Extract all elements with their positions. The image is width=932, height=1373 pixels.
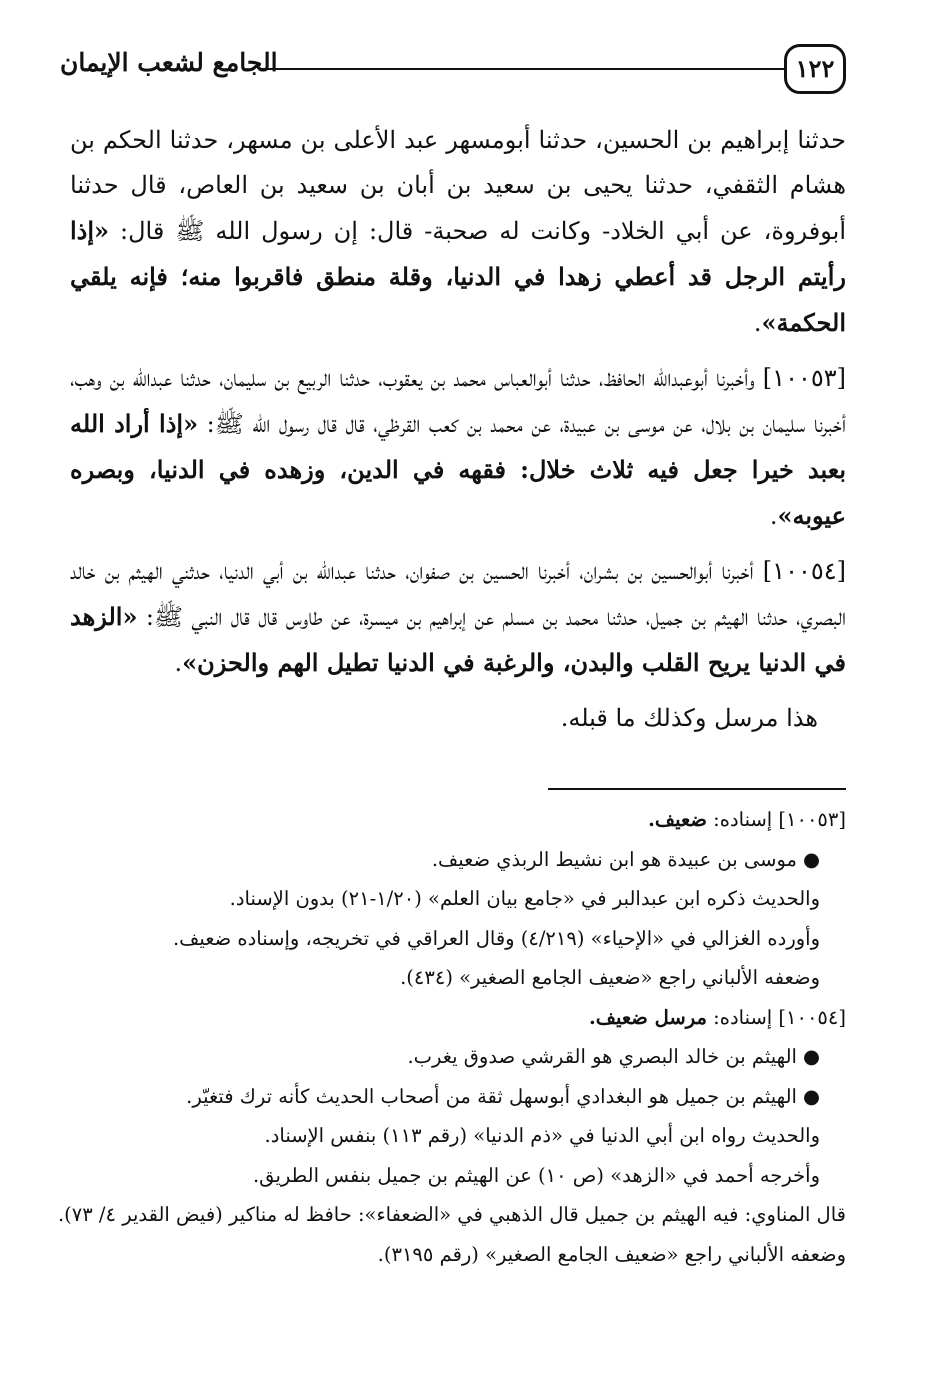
bullet-icon: ● bbox=[802, 1045, 820, 1068]
page-number: ١٢٢ bbox=[784, 44, 846, 94]
punctuation: . bbox=[753, 309, 762, 337]
bullet-icon: ● bbox=[802, 847, 820, 871]
footnote-text: الهيثم بن جميل هو البغدادي أبوسهل ثقة من أصحاب الحديث كأنه ترك فتغيّر. bbox=[186, 1084, 797, 1108]
footnote-text: موسى بن عبيدة هو ابن نشيط الربذي ضعيف. bbox=[431, 847, 797, 871]
isnad-text: [١٠٠٥٤] أخبرنا أبوالحسين بن بشران، أخبرنا الحسين بن صفوان، حدثنا عبدالله بن أبي الدنيا، حدثني الهيثم بن خالد البصري، حدثنا الهيثم بن جميل، حدثنا محمد بن مسلم عن إبراهيم بن ميسرة، عن طاوس قال قال النبي ﷺ: bbox=[70, 557, 846, 631]
footnote-text: الهيثم بن خالد البصري هو القرشي صدوق يغرب. bbox=[407, 1045, 797, 1068]
footnote-line: والحديث ذكره ابن عبدالبر في «جامع بيان العلم» (١/٢٠-٢١) بدون الإسناد. bbox=[229, 887, 820, 910]
main-text bbox=[70, 118, 846, 741]
footnote-line bbox=[70, 1037, 846, 1077]
footnote-10053-heading bbox=[70, 800, 846, 840]
running-header bbox=[60, 40, 846, 102]
paragraph-hadith-10053 bbox=[70, 356, 846, 539]
footnote-label: [١٠٠٥٣] إسناده: bbox=[706, 808, 846, 831]
footnote-line: وضعفه الألباني راجع «ضعيف الجامع الصغير» (٤٣٤). bbox=[400, 966, 820, 989]
bullet-icon: ● bbox=[802, 1084, 820, 1108]
footnote-label: [١٠٠٥٤] إسناده: bbox=[706, 1005, 846, 1029]
paragraph-hadith-1 bbox=[70, 118, 846, 346]
closing-remark: هذا مرسل وكذلك ما قبله. bbox=[560, 704, 818, 732]
footnote-line bbox=[70, 840, 846, 880]
footnote-separator bbox=[548, 788, 846, 790]
footnote-line: وضعفه الألباني راجع «ضعيف الجامع الصغير» (رقم ٣١٩٥). bbox=[377, 1242, 846, 1266]
footnote-grade: مرسل ضعيف. bbox=[589, 1005, 707, 1029]
hadith-matn: «إذا رأيتم الرجل قد أعطي زهدا في الدنيا، وقلة منطق فاقربوا منه؛ فإنه يلقي الحكمة» bbox=[70, 216, 846, 337]
paragraph-hadith-10054 bbox=[70, 549, 846, 686]
punctuation: . bbox=[174, 649, 183, 677]
footnotes bbox=[57, 800, 846, 1274]
footnote-10054-heading bbox=[70, 998, 846, 1038]
footnote-line: وأورده الغزالي في «الإحياء» (٤/٢١٩) وقال العراقي في تخريجه، وإسناده ضعيف. bbox=[172, 926, 820, 950]
footnote-grade: ضعيف. bbox=[648, 808, 707, 831]
header-rule bbox=[260, 68, 784, 70]
footnote-line: وأخرجه أحمد في «الزهد» (ص ١٠) عن الهيثم بن جميل بنفس الطريق. bbox=[252, 1163, 820, 1187]
hadith-matn: «الزهد في الدنيا يريح القلب والبدن، والرغبة في الدنيا تطيل الهم والحزن» bbox=[70, 602, 846, 677]
hadith-matn: «إذا أراد الله بعبد خيرا جعل فيه ثلاث خلال: فقهه في الدين، وزهده في الدنيا، وبصره عيوبه» bbox=[70, 409, 846, 530]
punctuation: . bbox=[769, 502, 778, 530]
footnote-line: قال المناوي: فيه الهيثم بن جميل قال الذهبي في «الضعفاء»: حافظ له مناكير (فيض القدير ٤/ ٧٣). bbox=[57, 1203, 846, 1226]
isnad-text: حدثنا إبراهيم بن الحسين، حدثنا أبومسهر عبد الأعلى بن مسهر، حدثنا الحكم بن هشام الثقفي، حدثنا يحيى بن سعيد بن أبان بن سعيد بن العاص، قال حدثنا أبوفروة، عن أبي الخلاد- وكانت له صحبة- قال: إن رسول الله ﷺ قال: bbox=[70, 126, 846, 245]
book-title: الجامع لشعب الإيمان bbox=[60, 48, 278, 77]
isnad-text: [١٠٠٥٣] وأخبرنا أبوعبدالله الحافظ، حدثنا أبوالعباس محمد بن يعقوب، حدثنا الربيع بن سليمان، حدثنا عبدالله بن وهب، أخبرنا سليمان بن بلال، عن موسى بن عبيدة، عن محمد بن كعب القرظي، قال قال رسول الله ﷺ: bbox=[70, 364, 847, 438]
footnote-line: والحديث رواه ابن أبي الدنيا في «ذم الدنيا» (رقم ١١٣) بنفس الإسناد. bbox=[264, 1124, 820, 1147]
footnote-line bbox=[70, 1077, 846, 1117]
